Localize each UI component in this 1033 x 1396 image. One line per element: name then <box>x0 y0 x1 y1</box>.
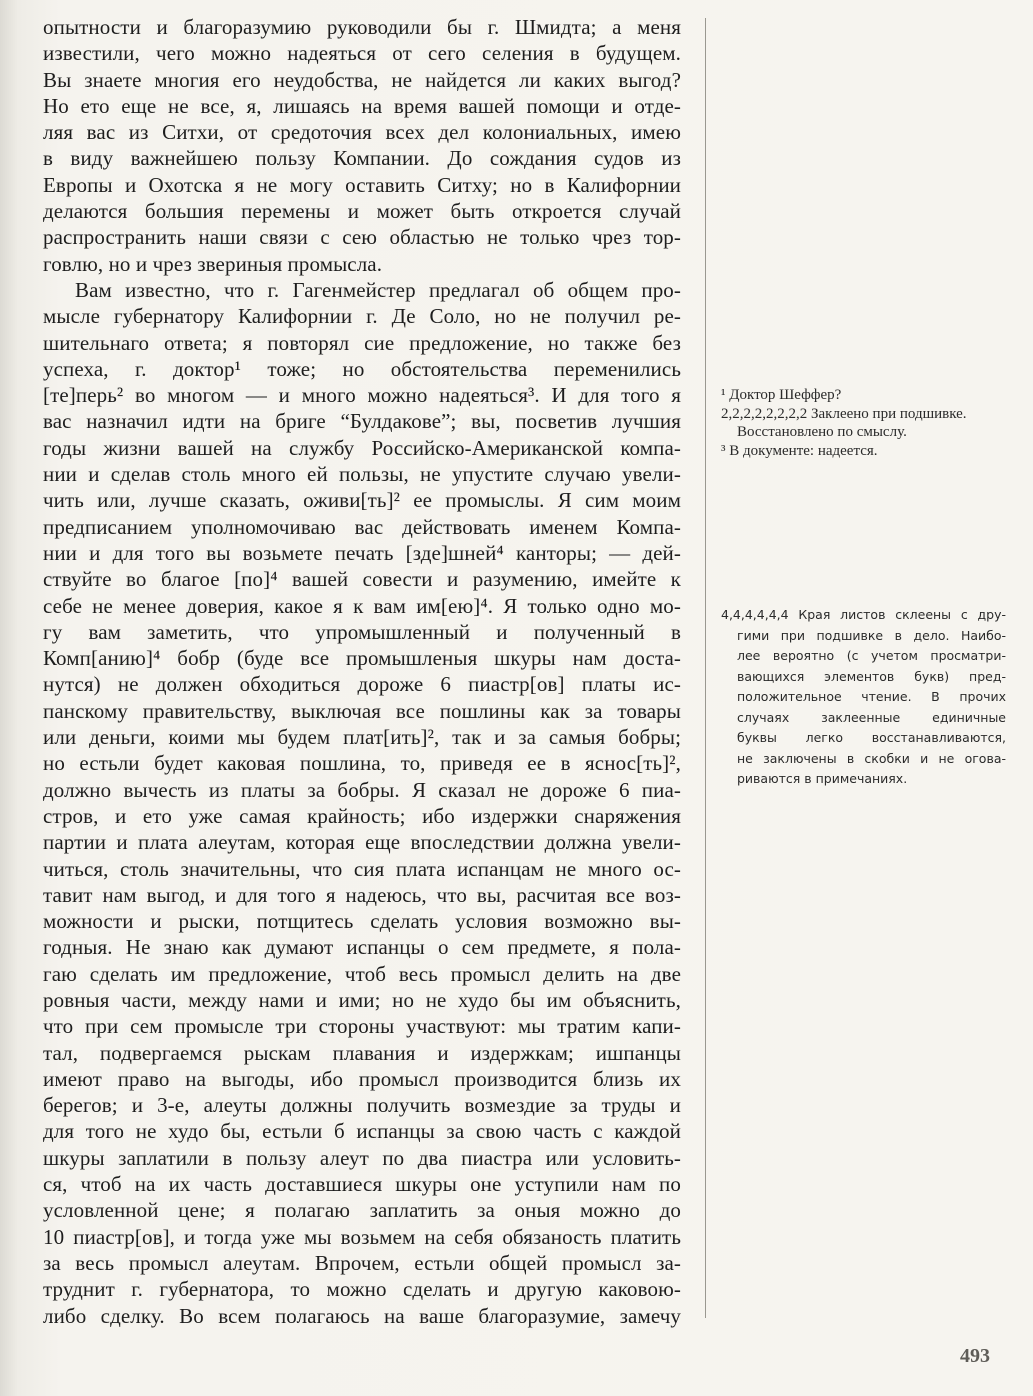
text-line: годы жизни вашей на службу Российско-Американской компа- <box>43 435 681 460</box>
text-line: предписанием уполномочиваю вас действовать именем Компа- <box>43 514 681 539</box>
text-line: тал, подвергаемся рыскам плавания и издержкам; ишпанцы <box>43 1040 681 1065</box>
text-line: успеха, г. доктор¹ тоже; но обстоятельства переменились <box>43 356 681 381</box>
text-line: шкуры заплатили в пользу алеут по два пиастра или условить- <box>43 1145 681 1170</box>
text-line: Вам известно, что г. Гагенмейстер предлагал об общем про- <box>75 277 681 302</box>
text-line: ся, чтоб на их часть доставшиеся шкуры оне уступили нам по <box>43 1172 681 1197</box>
text-line: должно вычесть из платы за бобры. Я сказал не дороже 6 пиа- <box>43 777 681 802</box>
text-line: распространить наши связи с сею областью не только чрез тор- <box>43 225 681 250</box>
footnote-line: вающихся элементов букв) пред- <box>737 668 1006 684</box>
text-line: труднит г. губернатора, то можно сделать и другую каковою- <box>43 1277 681 1302</box>
text-line: панскому правительству, выключая все пошлины как за товары <box>43 698 681 723</box>
text-line: вас назначил идти на бриге “Булдакове”; вы, посветив лучшия <box>43 409 681 434</box>
footnote-line: ³ В документе: надеется. <box>721 442 878 459</box>
text-line: делаются большия перемены и может быть откроется случай <box>43 199 681 224</box>
text-line: мысле губернатору Калифорнии г. Де Соло, но не получил ре- <box>43 304 681 329</box>
main-text-column <box>43 14 681 1329</box>
footnote-line: не заключены в скобки и не огова- <box>737 750 1006 766</box>
text-line: можности и рыски, потщитесь сделать условия возможно вы- <box>43 909 681 934</box>
text-line: читься, столь значительны, что сия плата испанцам не много ос- <box>43 856 681 881</box>
footnote-line: риваются в примечаниях. <box>737 771 908 786</box>
text-line: берегов; и 3-е, алеуты должны получить возмездие за труды и <box>43 1093 681 1118</box>
text-line: для того не худо бы, естьли б испанцы за свою часть с каждой <box>43 1119 681 1144</box>
text-line: партии и плата алеутам, которая еще впоследствии должна увели- <box>43 830 681 855</box>
text-line: нии и для того вы возьмете печать [зде]шней⁴ канторы; — дей- <box>43 540 681 565</box>
text-line: Европы и Охотска я не могу оставить Ситху; но в Калифорнии <box>43 172 681 197</box>
text-line: себе не менее доверия, какое я к вам им[ею]⁴. Я только одно мо- <box>43 593 681 618</box>
text-line: но естьли будет каковая пошлина, то, приведя ее в яснос[ть]², <box>43 751 681 776</box>
footnote-line: буквы легко восстанавливаются, <box>737 730 1006 745</box>
text-line: имеют право на выгоды, ибо промысл производится близь их <box>43 1066 681 1091</box>
footnote-line: гими при подшивке в дело. Наибо- <box>737 627 1006 643</box>
footnote-line: ¹ Доктор Шеффер? <box>721 387 842 403</box>
text-line: Но ето еще не все, я, лишаясь на время вашей помощи и отде- <box>43 93 681 118</box>
footnote-line: Восстановлено по смыслу. <box>737 424 907 440</box>
footnote-line: лее вероятно (с учетом просматри- <box>737 648 1006 663</box>
text-line: либо сделку. Во всем полагаюсь на ваше благоразумие, замечу <box>43 1303 681 1328</box>
footnote-line: положительное чтение. В прочих <box>737 689 1006 704</box>
page-number: 493 <box>960 1345 990 1367</box>
text-line: гу вам заметить, что упромышленный и полученный в <box>43 619 681 644</box>
text-line: чить или, лучше сказать, оживи[ть]² ее промыслы. Я сим моим <box>43 488 681 513</box>
footnotes-upper <box>721 386 1006 460</box>
text-line: ляя вас из Ситхи, от средоточия всех дел колониальных, имею <box>43 120 681 145</box>
text-line: тавит нам выгод, и для того я надеюсь, что вы, расчитая все воз- <box>43 882 681 907</box>
text-line: гаю сделать им предложение, чтоб весь промысл делить на две <box>43 961 681 986</box>
text-line: за весь промысл алеутам. Впрочем, естьли общей промысл за- <box>43 1250 681 1275</box>
footnotes-lower <box>721 605 1006 790</box>
text-line: условленной цене; я полагаю заплатить за оныя можно до <box>43 1198 681 1223</box>
text-line: Вы знаете многия его неудобства, не найдется ли каких выгод? <box>43 67 681 92</box>
text-line: стров, и ето уже самая крайность; ибо издержки снаряжения <box>43 803 681 828</box>
margin-divider-line <box>705 18 706 1318</box>
text-line: нутся) не должен обходиться дороже 6 пиастр[ов] платы ис- <box>43 672 681 697</box>
text-line: 10 пиастр[ов], и тогда уже мы возьмем на себя обязаность платить <box>43 1224 681 1249</box>
footnote-line: 2,2,2,2,2,2,2,2 Заклеено при подшивке. <box>721 405 967 422</box>
text-line: годныя. Не знаю как думают испанцы о сем предмете, я пола- <box>43 935 681 960</box>
text-line: Комп[анию]⁴ бобр (буде все промышленыя шкуры нам доста- <box>43 646 681 671</box>
text-line: говлю, но и чрез звериныя промысла. <box>43 251 383 276</box>
text-line: ствуйте во благое [по]⁴ вашей совести и разумению, имейте к <box>43 567 681 592</box>
text-line: или деньги, коими мы будем плат[ить]², так и за самыя бобры; <box>43 725 681 750</box>
text-line: нии и сделав столь много ей пользы, не упустите случаю увели- <box>43 462 681 487</box>
text-line: опытности и благоразумию руководили бы г. Шмидта; а меня <box>43 15 681 39</box>
footnote-line: случаях заклеенные единичные <box>737 709 1006 725</box>
text-line: ровныя части, между нами и ими; но не худо бы им объяснить, <box>43 987 681 1012</box>
text-line: что при сем промысле три стороны участвуют: мы тратим капи- <box>43 1014 681 1039</box>
footnote-line: 4,4,4,4,4,4 Края листов склеены с дру- <box>721 607 1006 622</box>
text-line: [те]перь² во многом — и много можно надеяться³. И для того я <box>43 383 681 408</box>
text-line: в виду важнейшею пользу Компании. До сождания судов из <box>43 146 681 171</box>
text-line: шительнаго ответа; я повторял сие предложение, но также без <box>43 330 681 355</box>
text-line: известили, чего можно надеяться от сего селения в будущем. <box>43 41 681 66</box>
